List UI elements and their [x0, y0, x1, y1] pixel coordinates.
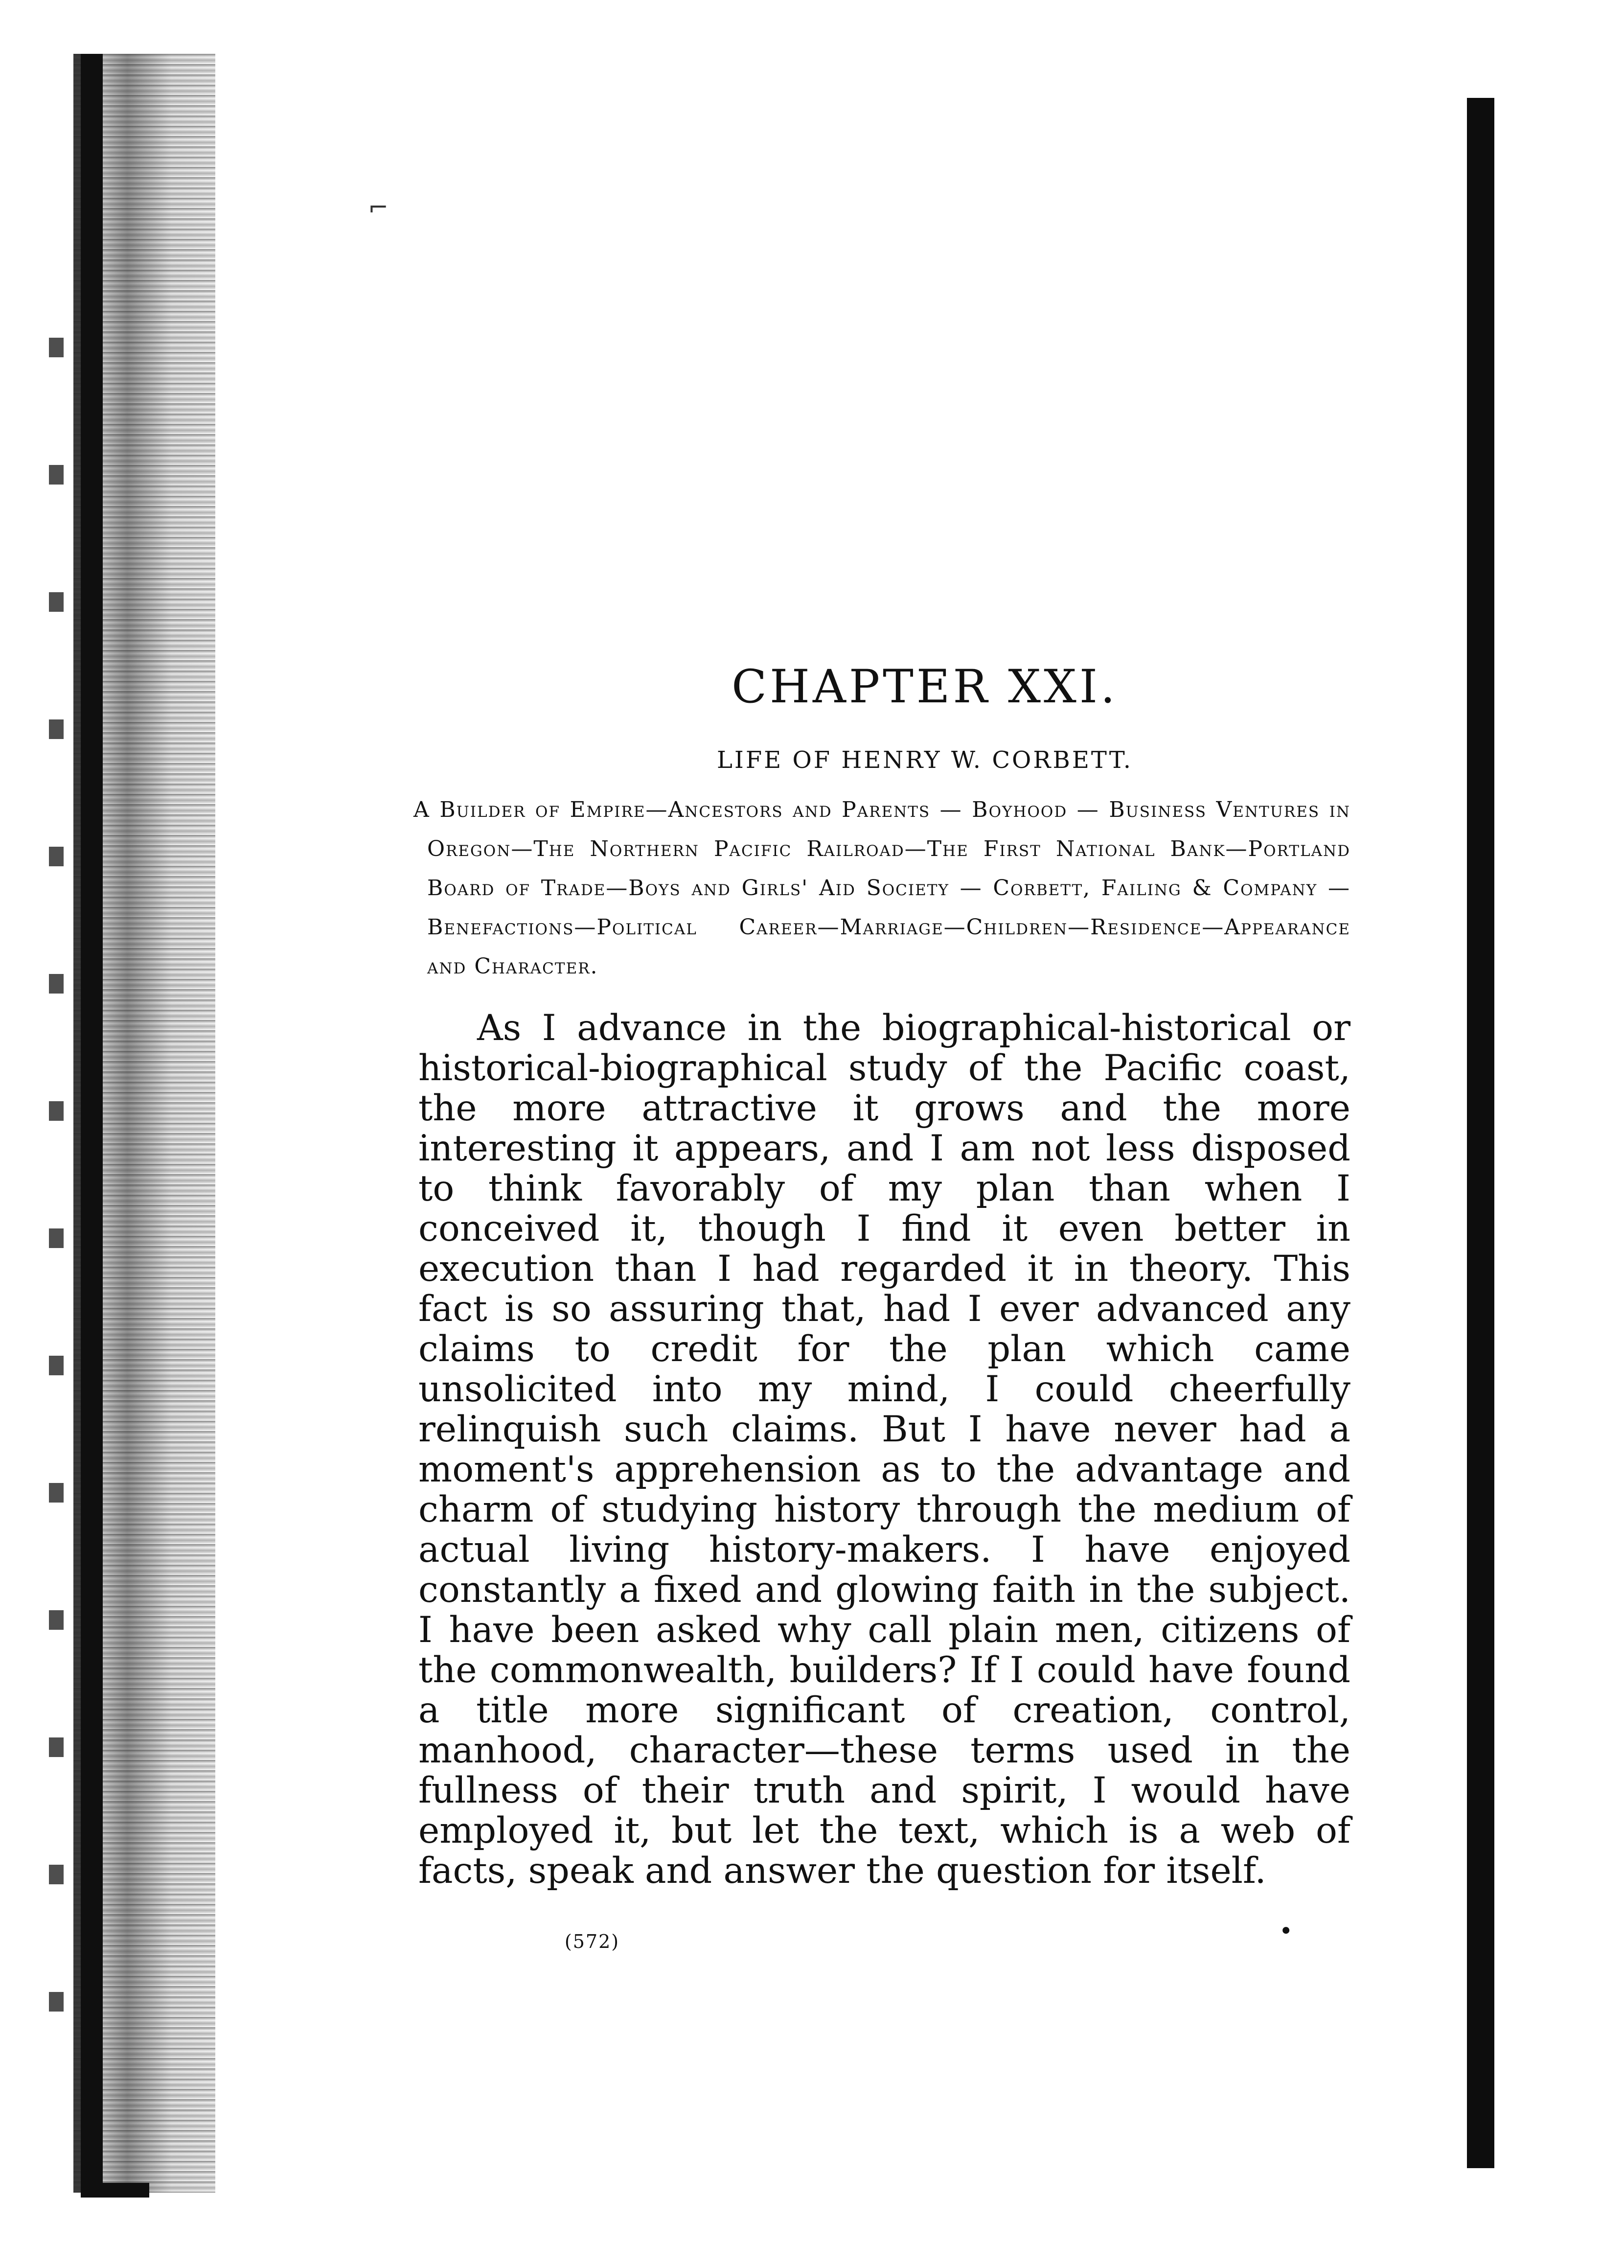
chapter-title: CHAPTER XXI. — [732, 660, 1118, 714]
stray-ink-mark-icon: ⌐ — [368, 193, 389, 222]
body-paragraph: As I advance in the biographical-historical or historical-biographical study of the Pacific coast, the more attractive it grows and the more interesting it appears, and I am not less disposed to think favorably of my plan than when I conceived it, though I find it even better in execution than I had regarded it in theory. This fact is so assuring that, had I ever advanced any claims to credit for the plan which came unsolicited into my mind, I could cheerfully relinquish such claims. But I have never had a moment's apprehension as to the advantage and charm of studying history through the medium of actual living history-makers. I have enjoyed constantly a fixed and glowing faith in the subject. I have been asked why call plain men, citizens of the commonwealth, builders? If I could have found a title more significant of creation, control, manhood, character—these terms used in the fullness of their truth and spirit, I would have employed it, but let the text, which is a web of facts, speak and answer the question for itself. — [418, 1007, 1350, 1892]
margin-scan-marks — [49, 338, 64, 2090]
stray-dot-icon: • — [1279, 1918, 1293, 1945]
binding-shadow-bar — [81, 54, 103, 2193]
right-scan-band — [1467, 98, 1494, 2168]
page-number: (572) — [564, 1931, 620, 1952]
binding-shadow-foot — [81, 2183, 149, 2198]
chapter-synopsis: A Builder of Empire—Ancestors and Parents — Boyhood — Business Ventures in Oregon—The Northern Pacific Railroad—The First National Bank—Portland Board of Trade—Boys and Girls' Aid Society — Corbett, Failing & Company — Benefactions—Political Career—Marriage—Children—Residence—Appearance and Character. — [413, 797, 1350, 979]
chapter-subtitle: LIFE OF HENRY W. CORBETT. — [717, 746, 1133, 774]
